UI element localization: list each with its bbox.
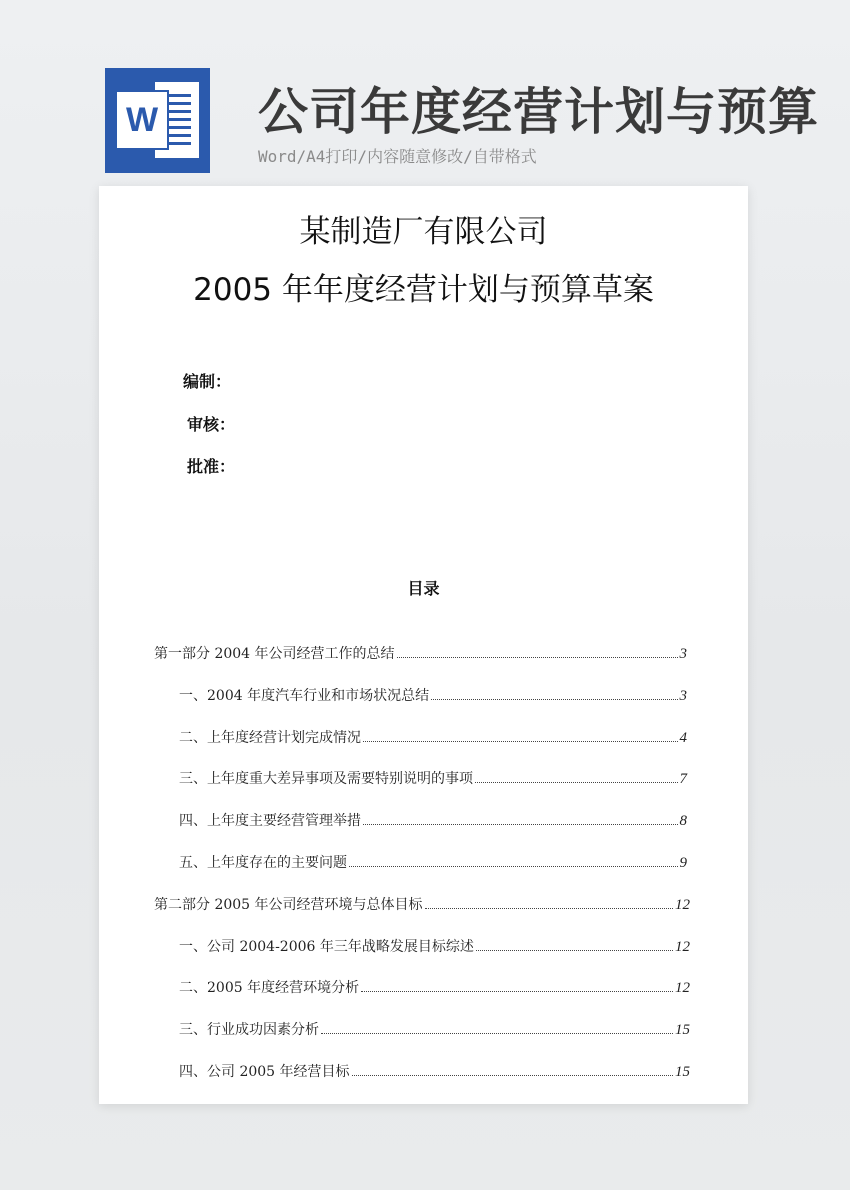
toc-heading: 目录 (407, 579, 440, 598)
toc-entry[interactable] (179, 1061, 690, 1081)
toc-leader (397, 657, 678, 658)
toc-entry[interactable] (179, 810, 687, 830)
toc-entry-text: 四、公司 2005 年经营目标 (179, 1064, 350, 1080)
toc-leader (363, 741, 678, 742)
word-letter-badge: W (117, 92, 167, 148)
toc-entry-text: 第二部分 2005 年公司经营环境与总体目标 (154, 897, 423, 913)
toc-leader (363, 824, 678, 825)
toc-leader (349, 866, 678, 867)
toc-entry-text: 三、行业成功因素分析 (179, 1022, 319, 1038)
toc-entry-page: 12 (675, 897, 690, 913)
toc-entry[interactable] (154, 643, 687, 663)
header-title: 公司年度经营计划与预算 (258, 83, 819, 141)
toc-entry-page: 8 (679, 813, 687, 829)
toc-entry[interactable] (179, 936, 690, 956)
toc-entry-page: 9 (679, 855, 687, 871)
word-logo-icon (105, 68, 210, 173)
toc-entry-page: 12 (675, 939, 690, 955)
toc-entry-page: 12 (675, 980, 690, 996)
toc-leader (476, 950, 673, 951)
toc-entry[interactable] (179, 768, 687, 788)
toc-entry-text: 三、上年度重大差异事项及需要特别说明的事项 (179, 771, 473, 787)
toc-entry-page: 7 (679, 771, 687, 787)
toc-leader (361, 991, 673, 992)
toc-entry-text: 第一部分 2004 年公司经营工作的总结 (154, 646, 395, 662)
toc-entry[interactable] (179, 685, 687, 705)
toc-entry[interactable] (179, 852, 687, 872)
toc-entry-page: 4 (679, 730, 687, 746)
toc-entry[interactable] (154, 894, 690, 914)
toc-entry-page: 15 (675, 1064, 690, 1080)
toc-entry-text: 一、公司 2004-2006 年三年战略发展目标综述 (179, 939, 474, 955)
toc-entry-page: 3 (679, 688, 687, 704)
toc-leader (352, 1075, 673, 1076)
toc-leader (475, 782, 678, 783)
toc-leader (431, 699, 677, 700)
document-page (99, 186, 748, 1104)
toc-entry-page: 15 (675, 1022, 690, 1038)
toc-leader (321, 1033, 673, 1034)
company-name: 某制造厂有限公司 (299, 214, 548, 250)
header-subtitle: Word/A4打印/内容随意修改/自带格式 (258, 147, 537, 166)
toc-entry[interactable] (179, 1019, 690, 1039)
document-title: 2005 年年度经营计划与预算草案 (193, 272, 654, 308)
toc-leader (425, 908, 673, 909)
toc-entry-text: 二、上年度经营计划完成情况 (179, 730, 361, 746)
toc-entry-text: 二、2005 年度经营环境分析 (179, 980, 360, 996)
toc-entry-text: 四、上年度主要经营管理举措 (179, 813, 361, 829)
toc-entry-text: 一、2004 年度汽车行业和市场状况总结 (179, 688, 430, 704)
sign-field-compiled: 编制： (183, 372, 232, 391)
toc-entry-text: 五、上年度存在的主要问题 (179, 855, 347, 871)
toc-entry[interactable] (179, 727, 687, 747)
toc-entry[interactable] (179, 977, 690, 997)
toc-entry-page: 3 (679, 646, 687, 662)
sign-field-approved: 批准： (187, 457, 236, 476)
sign-field-reviewed: 审核： (187, 415, 236, 434)
